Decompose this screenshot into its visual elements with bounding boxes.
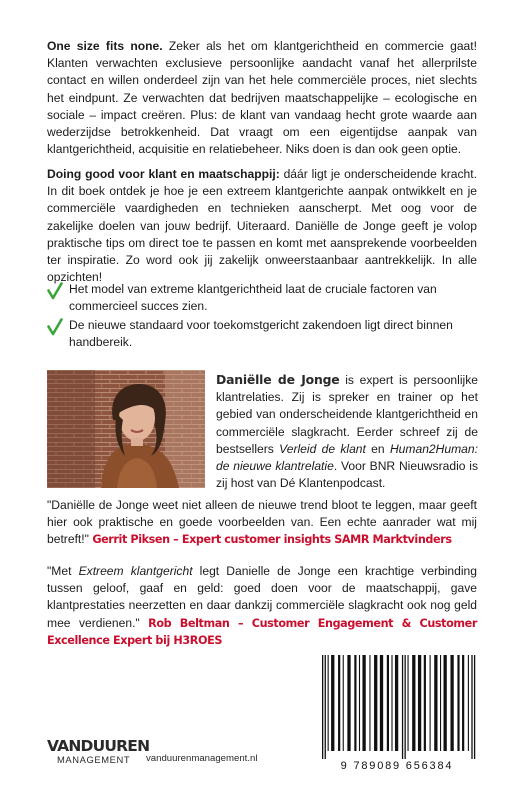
barcode-bar	[405, 655, 406, 759]
barcode-bar	[474, 655, 475, 759]
barcode-bar	[362, 655, 365, 751]
barcode-bar	[440, 655, 441, 751]
doing-good-lead: Doing good voor klant en maatschappij:	[47, 167, 280, 181]
barcode-bar	[418, 655, 421, 751]
barcode-bar	[462, 655, 464, 751]
barcode-bar	[391, 655, 392, 751]
author-bio	[216, 371, 478, 492]
isbn-number: 9 789089 656384	[340, 760, 454, 772]
author-photo	[47, 370, 205, 488]
book-title: Extreem klantgericht	[78, 564, 193, 578]
barcode-bar	[343, 655, 344, 751]
checklist-text: Het model van extreme klantgerichtheid laat de cruciale factoren van commercieel succes zien.	[69, 282, 437, 314]
checklist-item	[47, 317, 477, 351]
barcode-bar	[338, 655, 340, 751]
author-name: Daniëlle de Jonge	[216, 372, 340, 387]
barcode-bar	[434, 655, 437, 751]
quote-attribution: Rob Beltman – Customer Engagement & Customer Excellence Expert bij H3ROES	[47, 616, 477, 647]
barcode-bar	[380, 655, 383, 751]
barcode-bar	[408, 655, 409, 751]
logo-part-van: VAN	[47, 737, 81, 755]
book-title: Human2Human: de nieuwe klantrelatie	[216, 441, 478, 474]
checklist-text: De nieuwe standaard voor toekomstgericht zakendoen ligt direct binnen handbereik.	[69, 318, 453, 350]
barcode-bar	[468, 655, 469, 751]
barcode-bar	[331, 655, 334, 751]
logo-part-duuren: DUUREN	[80, 737, 150, 755]
author-portrait-image	[47, 370, 205, 488]
barcode-bar	[374, 655, 377, 751]
barcode-bar	[457, 655, 459, 751]
doing-good-paragraph	[47, 166, 477, 286]
barcode-bar	[444, 655, 447, 751]
isbn-barcode	[316, 655, 478, 767]
quote-attribution: Gerrit Piksen – Expert customer insights SAMR Marktvinders	[92, 533, 452, 547]
barcode-bar	[412, 655, 415, 751]
barcode-bar	[402, 655, 403, 759]
barcode-bar	[328, 655, 329, 751]
barcode-bar	[430, 655, 431, 751]
barcode-bar	[325, 655, 326, 759]
checkmark-icon	[47, 282, 63, 300]
quote-text: "Daniëlle de Jonge weet niet alleen de nieuwe trend bloot te leggen, maar geeft hier ook praktische en goede voorbeelden van. Een echte aanrader wat mij betreft!"	[47, 498, 477, 547]
quote-text: "Met	[47, 564, 79, 578]
publisher-url: vanduurenmanagement.nl	[146, 753, 258, 764]
barcode-bar	[471, 655, 472, 759]
publisher-logo-wordmark	[47, 737, 150, 755]
testimonial-quote	[47, 497, 477, 549]
barcode-bar	[424, 655, 426, 751]
testimonial-quote	[47, 563, 477, 649]
barcode-bar	[347, 655, 350, 751]
barcode-bar	[387, 655, 389, 751]
bio-text: is expert is persoonlijke klantrelaties. Zij is spreker en trainer op het gebied van onderscheidende klantgerichtheid en commerciële slagkracht. Eerder schreef zij de bestsellers	[216, 373, 478, 456]
publisher-logo	[47, 737, 150, 770]
bio-text: en	[365, 441, 390, 456]
barcode-bar	[322, 655, 323, 759]
intro-lead: One size fits none.	[47, 39, 163, 53]
barcode-bar	[369, 655, 370, 751]
barcode-bar	[354, 655, 356, 751]
quote-text: legt Danielle de Jonge een krachtige verbinding tussen geloof, gaaf en geld: goed doen voor de maatschappij, gave klantprestaties neerzetten en daar dankzij commerciële slagkracht ook nog geld mee verdienen."	[47, 564, 477, 630]
barcode-bar	[359, 655, 360, 751]
barcode-image	[316, 655, 478, 759]
barcode-bar	[450, 655, 453, 751]
barcode-bar	[395, 655, 398, 751]
publisher-logo-sub: MANAGEMENT	[57, 754, 131, 765]
checklist-item	[47, 281, 477, 315]
doing-good-text: dáár ligt je onderscheidende kracht. In dit boek ontdek je hoe je een extreem klantgerichte aanpak ontwikkelt en je commerciële vaardigheden en technieken aanscherpt. Met oog voor de zakelijke doelen van jouw bedrijf. Uiteraard. Daniëlle de Jonge geeft je volop praktische tips om direct toe te passen en komt met aansprekende voorbeelden ter inspiratie. Zo word ook jij zakelijk onweerstaanbaar aantrekkelijk. In alle opzichten!	[47, 167, 477, 285]
intro-paragraph	[47, 38, 477, 158]
book-title: Verleid de klant	[279, 441, 366, 456]
bio-text: . Voor BNR Nieuwsradio is zij host van Dé Klantenpodcast.	[216, 459, 478, 491]
checkmark-icon	[47, 318, 63, 336]
intro-text: Zeker als het om klantgerichtheid en commercie gaat! Klanten verwachten exclusieve persoonlijke aandacht vanaf het allerprilste contact en willen onderdeel zijn van het hele commerciële proces, niet slechts het eindpunt. Ze verwachten dat bedrijven maatschappelijke – ecologische en sociale – impact creëren. Plus: de klant van vandaag hecht grote waarde aan wederzijdse betrokkenheid. Dat vraagt om een eigentijdse aanpak van klantgerichtheid, acquisitie en relatiebeheer. Niks doen is dan ook geen optie.	[47, 39, 477, 157]
